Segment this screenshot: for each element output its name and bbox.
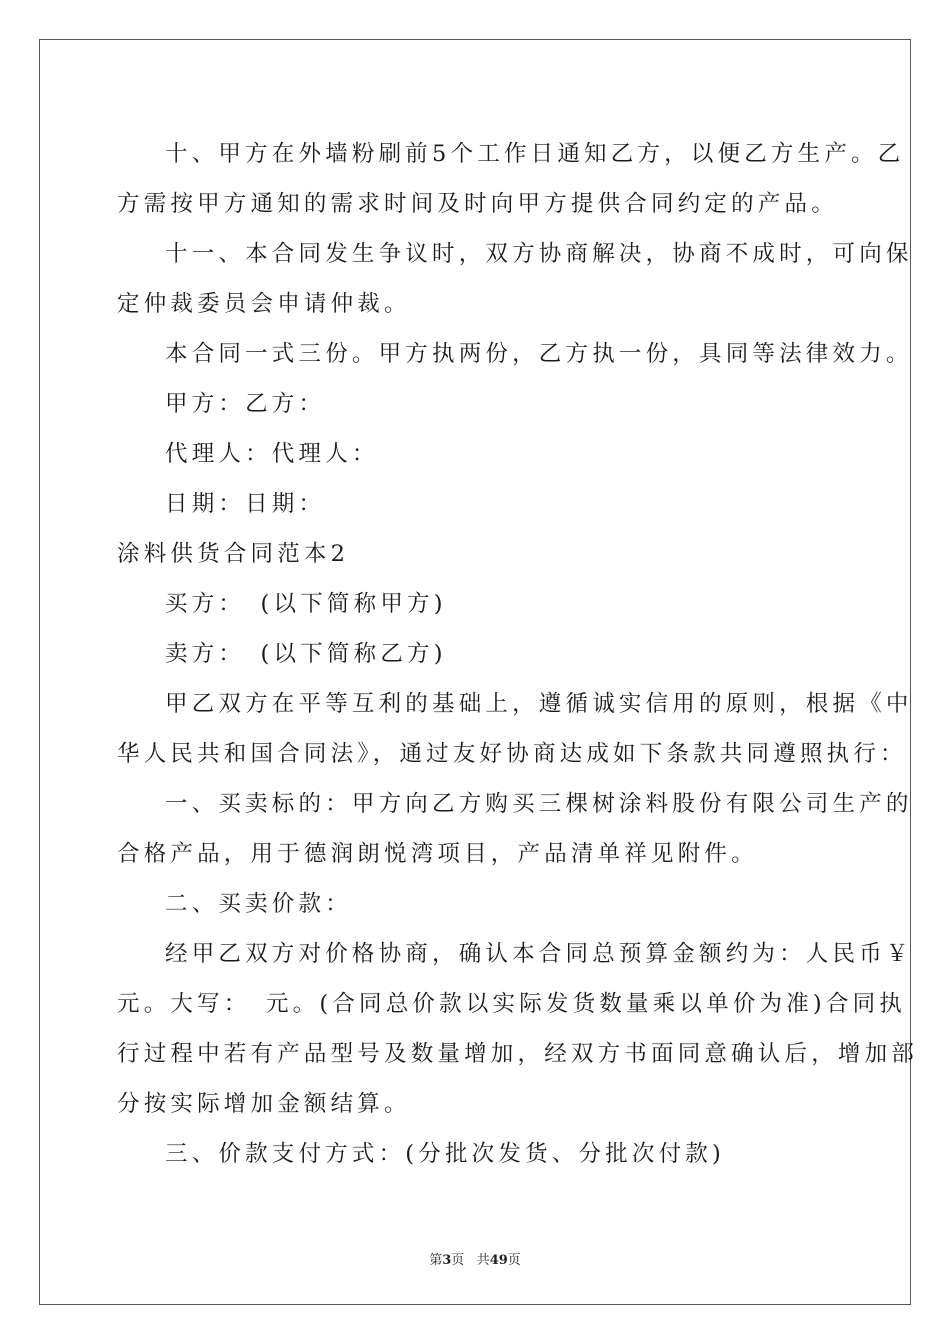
paragraph-line: 经甲乙双方对价格协商，确认本合同总预算金额约为：人民币￥	[165, 941, 913, 967]
paragraph-line: 元。大写： 元。(合同总价款以实际发货数量乘以单价为准)合同执	[117, 991, 907, 1017]
signature-line: 代理人：代理人：	[165, 441, 379, 467]
paragraph-line: 合格产品，用于德润朗悦湾项目，产品清单祥见附件。	[117, 841, 758, 867]
paragraph-line: 卖方： (以下简称乙方)	[165, 641, 447, 667]
paragraph-line: 华人民共和国合同法》，通过友好协商达成如下条款共同遵照执行：	[117, 741, 907, 767]
total-pages: 49	[489, 1253, 508, 1268]
paragraph-line: 行过程中若有产品型号及数量增加，经双方书面同意确认后，增加部	[117, 1041, 919, 1067]
paragraph-line: 方需按甲方通知的需求时间及时向甲方提供合同约定的产品。	[117, 191, 838, 217]
total-suffix: 页	[507, 1253, 521, 1268]
paragraph-line: 甲乙双方在平等互利的基础上，遵循诚实信用的原则，根据《中	[165, 691, 913, 717]
paragraph-line: 十一、本合同发生争议时，双方协商解决，协商不成时，可向保	[165, 241, 913, 267]
paragraph-line: 分按实际增加金额结算。	[117, 1091, 411, 1117]
paragraph-line: 三、价款支付方式：(分批次发货、分批次付款)	[165, 1141, 725, 1167]
page-number: 3	[442, 1253, 452, 1268]
signature-line: 甲方：乙方：	[165, 391, 326, 417]
section-title: 涂料供货合同范本2	[117, 541, 350, 567]
paragraph-line: 本合同一式三份。甲方执两份，乙方执一份，具同等法律效力。	[165, 341, 913, 367]
paragraph-line: 定仲裁委员会申请仲裁。	[117, 291, 411, 317]
paragraph-line: 一、买卖标的：甲方向乙方购买三棵树涂料股份有限公司生产的	[165, 791, 913, 817]
page-footer	[0, 1249, 950, 1268]
paragraph-line: 十、甲方在外墙粉刷前5个工作日通知乙方，以便乙方生产。乙	[165, 141, 905, 167]
page-prefix: 第	[429, 1253, 443, 1268]
paragraph-line: 买方： (以下简称甲方)	[165, 591, 447, 617]
signature-line: 日期：日期：	[165, 491, 326, 517]
page-suffix: 页	[451, 1253, 465, 1268]
paragraph-line: 二、买卖价款：	[165, 891, 352, 917]
total-prefix: 共	[476, 1253, 490, 1268]
